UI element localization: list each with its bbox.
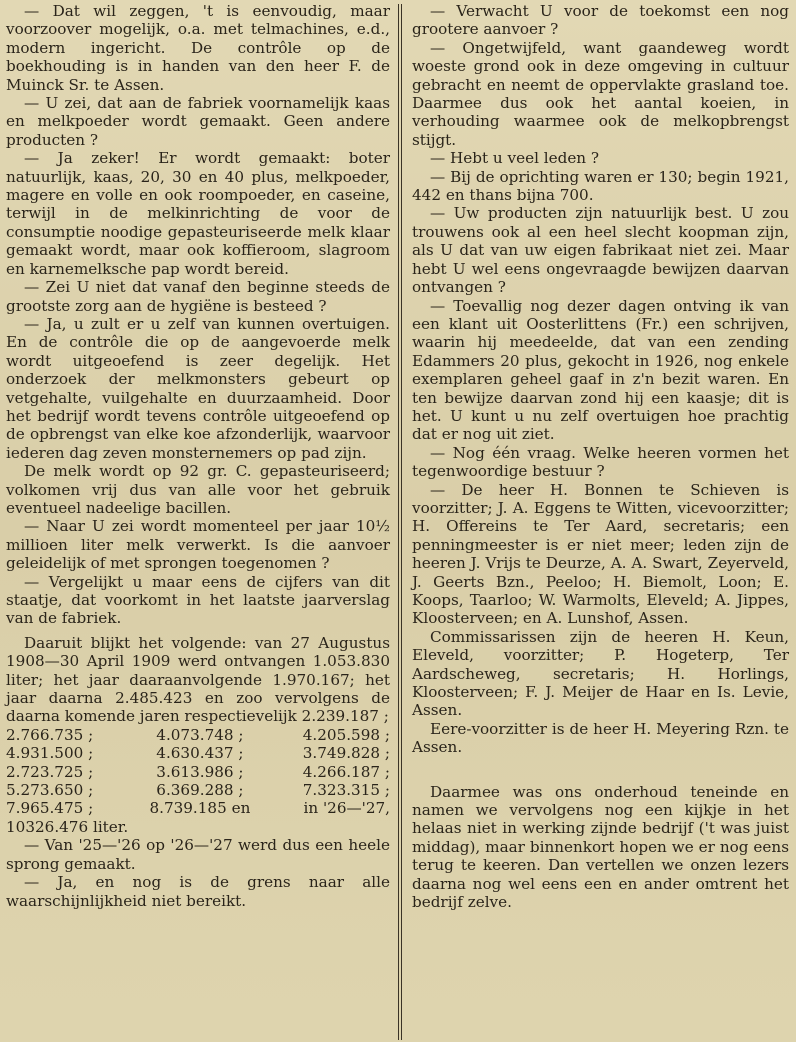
table-row: [6, 781, 390, 799]
table-cell: 3.613.986 ;: [156, 762, 244, 781]
paragraph: — Dat wil zeggen, 't is eenvoudig, maar voorzoover mogelijk, o.a. met telmachines, e.d., modern ingericht. De contrôle op de boekhouding is in handen van den heer F. de Muinck Sr. te Assen.: [6, 2, 390, 94]
paragraph: Eere-voorzitter is de heer H. Meyering Rzn. te Assen.: [412, 719, 789, 757]
paragraph: — Naar U zei wordt momenteel per jaar 10½ millioen liter melk verwerkt. Is die aanvoer geleidelijk of met sprongen toegenomen ?: [6, 517, 390, 573]
table-row: [6, 744, 390, 762]
table-cell: 5.273.650 ;: [6, 781, 94, 800]
paragraph: — Ongetwijfeld, want gaandeweg wordt woeste grond ook in deze omgeving in cultuur gebracht en neemt de oppervlakte grasland toe. Daarmee dus ook het aantal koeien, in verhouding waarmee ook de melkopbrengst stijgt.: [412, 38, 789, 149]
table-cell: 4.931.500 ;: [6, 744, 94, 763]
table-cell: 2.766.735 ;: [6, 725, 94, 744]
table-cell: 4.266.187 ;: [302, 762, 390, 781]
table-cell: 7.965.475 ;: [6, 799, 94, 818]
column-divider: [398, 4, 399, 1040]
paragraph: — Ja, en nog is de grens naar alle waarschijnlijkheid niet bereikt.: [6, 873, 390, 910]
table-cell: 4.630.437 ;: [156, 744, 244, 763]
paragraph: — De heer H. Bonnen te Schieven is voorzitter; J. A. Eggens te Witten, vicevoorzitter; H. Offereins te Ter Aard, secretaris; een penningmeester is er niet meer; leden zijn de heeren J. Vrijs te Deurze, A. A. Swart, Zeyerveld, J. Geerts Bzn., Peeloo; H. Biemolt, Loon; E. Koops, Taarloo; W. Warmolts, Eleveld; A. Jippes, Kloosterveen; en A. Lunshof, Assen.: [412, 480, 789, 628]
paragraph: — Verwacht U voor de toekomst een nog grootere aanvoer ?: [412, 2, 789, 39]
paragraph: — Ja zeker! Er wordt gemaakt: boter natuurlijk, kaas, 20, 30 en 40 plus, melkpoeder, magere en volle en ook roompoeder, en caseine, terwijl in de melkinrichting de voor de consumptie noodige gepasteuriseerde melk klaar gemaakt wordt, maar ook koffieroom, slagroom en karnemelksche pap wordt bereid.: [6, 149, 390, 278]
figures-end: 10326.476 liter.: [6, 817, 129, 836]
paragraph: — Vergelijkt u maar eens de cijfers van dit staatje, dat voorkomt in het laatste jaarverslag van de fabriek.: [6, 572, 390, 628]
table-cell: 7.323.315 ;: [302, 781, 390, 800]
paragraph: — Ja, u zult er u zelf van kunnen overtuigen. En de contrôle die op de aangevoerde melk wordt uitgeoefend is zeer degelijk. Het onderzoek der melkmonsters gebeurt op vetgehalte, vuilgehalte en duurzaamheid. Door het bedrijf wordt tevens contrôle uitgeoefend op de opbrengst van elke koe afzonderlijk, waarvoor iederen dag zeven monsternemers op pad zijn.: [6, 314, 390, 462]
table-cell: 3.749.828 ;: [302, 744, 390, 763]
table-cell: 6.369.288 ;: [156, 781, 244, 800]
paragraph: — Bij de oprichting waren er 130; begin 1921, 442 en thans bijna 700.: [412, 167, 789, 205]
paragraph: — Toevallig nog dezer dagen ontving ik van een klant uit Oosterlittens (Fr.) een schrijven, waarin hij meedeelde, dat van een zending Edammers 20 plus, gekocht in 1926, nog enkele exemplaren geheel gaaf in z'n bezit waren. En ten bewijze daarvan zond hij een kaasje; dit is het. U kunt u nu zelf overtuigen hoe prachtig dat er nog uit ziet.: [412, 296, 789, 444]
column-divider: [401, 4, 402, 1040]
table-row: [6, 763, 390, 781]
paragraph: — Hebt u veel leden ?: [430, 149, 600, 168]
paragraph: De melk wordt op 92 gr. C. gepasteuriseerd; volkomen vrij dus van alle voor het gebruik eventueel nadeelige bacillen.: [6, 462, 390, 517]
table-cell: 8.739.185 en: [149, 799, 251, 818]
paragraph: Commissarissen zijn de heeren H. Keun, Eleveld, voorzitter; P. Hogeterp, Ter Aardscheweg, secretaris; H. Horlings, Kloosterveen; F. J. Meijer de Haar en Is. Levie, Assen.: [412, 627, 789, 720]
table-cell: in '26—'27,: [303, 799, 390, 818]
paragraph: — Van '25—'26 op '26—'27 werd dus een heele sprong gemaakt.: [6, 836, 390, 873]
table-cell: 4.205.598 ;: [302, 725, 390, 744]
table-row: [6, 799, 390, 817]
right-column: [412, 2, 789, 912]
paragraph: — Zei U niet dat vanaf den beginne steeds de grootste zorg aan de hygiëne is besteed ?: [6, 278, 390, 315]
table-cell: 4.073.748 ;: [156, 725, 244, 744]
paragraph: — U zei, dat aan de fabriek voornamelijk kaas en melkpoeder wordt gemaakt. Geen andere producten ?: [6, 94, 390, 149]
table-cell: 2.723.725 ;: [6, 762, 94, 781]
paragraph: — Uw producten zijn natuurlijk best. U zou trouwens ook al een heel slecht koopman zijn, als U dat van uw eigen fabrikaat niet zei. Maar hebt U wel eens ongevraagde bewijzen daarvan ontvangen ?: [412, 204, 789, 297]
table-row: [6, 726, 390, 744]
left-column: [6, 2, 390, 910]
closing-paragraph: Daarmee was ons onderhoud teneinde en namen we vervolgens nog een kijkje in het helaas niet in werking zijnde bedrijf ('t was juist middag), maar binnenkort hopen we er nog eens terug te keeren. Dan vertellen we onzen lezers daarna nog wel eens een en ander omtrent het bedrijf zelve.: [412, 782, 789, 912]
figures-intro: Daaruit blijkt het volgende: van 27 Augustus 1908—30 April 1909 werd ontvangen 1.053.830 liter; het jaar daaraanvolgende 1.970.167; het jaar daarna 2.485.423 en zoo vervolgens de daarna komende jaren respectievelijk 2.239.187 ;: [6, 633, 390, 726]
figures-table: [6, 726, 390, 818]
paragraph: — Nog één vraag. Welke heeren vormen het tegenwoordige bestuur ?: [412, 443, 789, 481]
